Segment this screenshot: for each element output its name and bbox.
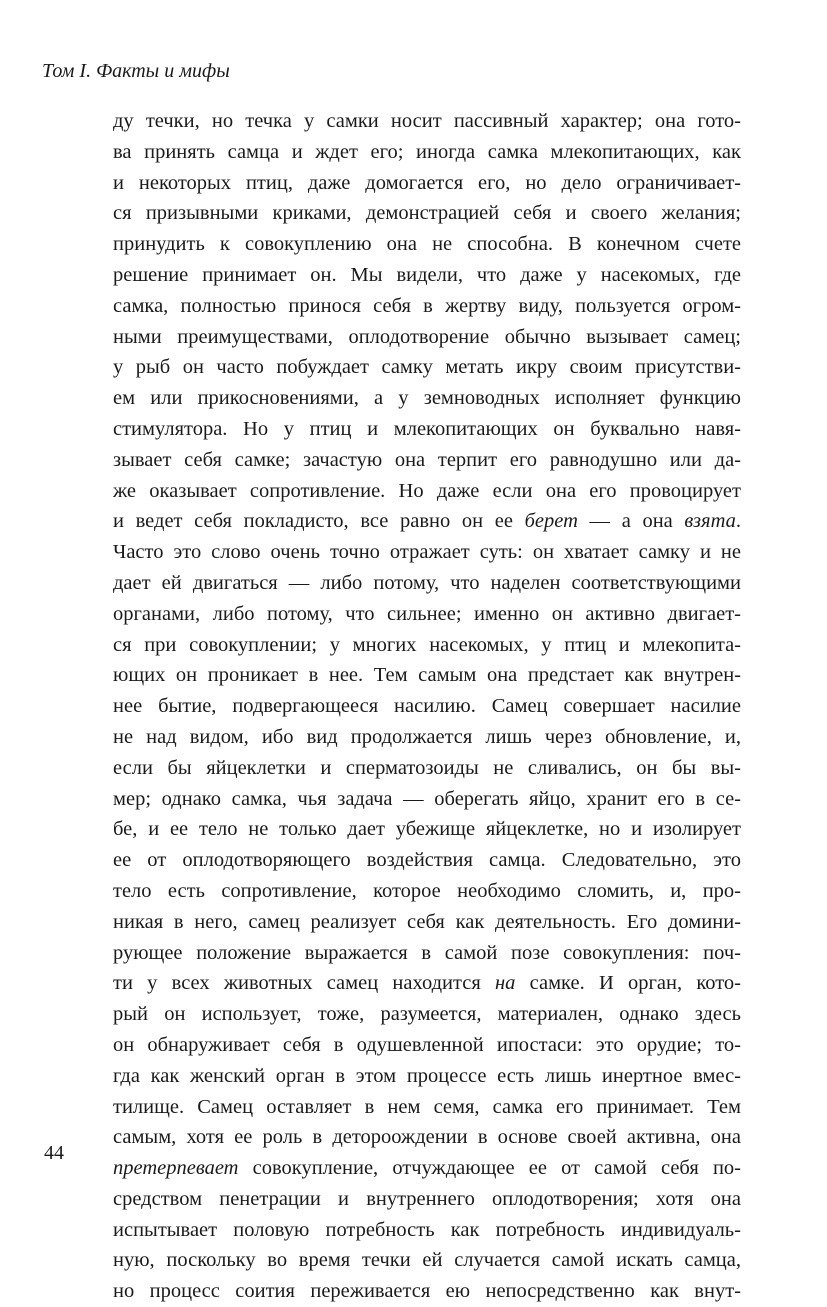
text-line [113, 168, 741, 199]
text-segment: ти у всех животных самец находится [113, 972, 495, 995]
text-segment: самым, хотя ее роль в детороождении в основе своей активна, она [113, 1126, 741, 1149]
text-segment: . [735, 510, 742, 533]
text-segment: ее от оплодотворяющего воздействия самца. Следовательно, это [113, 849, 741, 872]
text-line [113, 814, 741, 845]
page-number: 44 [44, 1142, 64, 1164]
text-segment: органами, либо потому, что сильнее; именно он активно двигает- [113, 602, 741, 625]
text-segment: мер; однако самка, чья задача — оберегать яйцо, хранит его в се- [113, 787, 741, 810]
text-segment: ся призывными криками, демонстрацией себя и своего желания; [113, 202, 741, 225]
text-segment: Часто это слово очень точно отражает суть: он хватает самку и не [113, 541, 741, 564]
italic-text: взята [684, 510, 736, 533]
text-segment: и некоторых птиц, даже домогается его, но дело ограничивает- [113, 171, 741, 194]
text-segment: самке. И орган, кото- [515, 972, 741, 995]
text-segment: стимулятора. Но у птиц и млекопитающих он буквально навя- [113, 417, 741, 440]
text-line [113, 630, 741, 661]
text-line [113, 784, 741, 815]
text-line [113, 383, 741, 414]
text-line [113, 660, 741, 691]
text-line [113, 1030, 741, 1061]
text-segment: ся при совокуплении; у многих насекомых, у птиц и млекопита- [113, 633, 741, 656]
text-line [113, 876, 741, 907]
text-segment: самка, полностью принося себя в жертву виду, пользуется огром- [113, 294, 741, 317]
text-line [113, 691, 741, 722]
text-segment: ными преимуществами, оплодотворение обычно вызывает самец; [113, 325, 741, 348]
text-segment: же оказывает сопротивление. Но даже если она его провоцирует [113, 479, 741, 502]
text-line [113, 260, 741, 291]
text-segment: не над видом, ибо вид продолжается лишь через обновление, и, [113, 725, 741, 748]
text-line [113, 1245, 741, 1276]
text-segment: решение принимает он. Мы видели, что даже у насекомых, где [113, 263, 741, 286]
text-line [113, 845, 741, 876]
text-line [113, 1184, 741, 1215]
text-line [113, 599, 741, 630]
text-segment: гда как женский орган в этом процессе есть лишь инертное вмес- [113, 1064, 741, 1087]
text-line [113, 1276, 741, 1307]
running-head: Том I. Факты и мифы [42, 60, 230, 82]
text-line [113, 291, 741, 322]
text-segment: принудить к совокуплению она не способна. В конечном счете [113, 233, 741, 256]
text-segment: рый он использует, тоже, разумеется, материален, однако здесь [113, 1003, 741, 1026]
text-line [113, 907, 741, 938]
text-line [113, 1122, 741, 1153]
text-segment: тело есть сопротивление, которое необходимо сломить, и, про- [113, 879, 741, 902]
text-line [113, 722, 741, 753]
text-line [113, 445, 741, 476]
text-line [113, 753, 741, 784]
text-segment: ем или прикосновениями, а у земноводных исполняет функцию [113, 387, 741, 410]
text-line [113, 414, 741, 445]
text-segment: никая в него, самец реализует себя как деятельность. Его домини- [113, 910, 741, 933]
text-line [113, 352, 741, 383]
text-line [113, 938, 741, 969]
text-segment: дает ей двигаться — либо потому, что наделен соответствующими [113, 571, 741, 594]
text-line [113, 229, 741, 260]
text-line [113, 1215, 741, 1246]
text-segment: рующее положение выражается в самой позе совокупления: поч- [113, 941, 741, 964]
text-segment: испытывает половую потребность как потребность индивидуаль- [113, 1218, 741, 1241]
text-segment: у рыб он часто побуждает самку метать икру своим присутстви- [113, 356, 741, 379]
text-segment: ющих он проникает в нее. Тем самым она предстает как внутрен- [113, 664, 741, 687]
text-segment: если бы яйцеклетки и сперматозоиды не сливались, он бы вы- [113, 756, 741, 779]
text-segment: — а она [577, 510, 685, 533]
text-line [113, 506, 741, 537]
text-line [113, 999, 741, 1030]
text-segment: ду течки, но течка у самки носит пассивный характер; она гото- [113, 110, 741, 132]
text-segment: ную, поскольку во время течки ей случается самой искать самца, [113, 1249, 741, 1272]
text-segment: зывает себя самке; зачастую она терпит его равнодушно или да- [113, 448, 741, 471]
text-segment: и ведет себя покладисто, все равно он ее [113, 510, 525, 533]
body-text [113, 106, 741, 1307]
text-line [113, 1061, 741, 1092]
text-segment: ва принять самца и ждет его; иногда самка млекопитающих, как [113, 140, 741, 163]
text-line [113, 322, 741, 353]
text-line [113, 106, 741, 137]
text-line [113, 476, 741, 507]
text-line [113, 1153, 741, 1184]
text-line [113, 137, 741, 168]
text-segment: бе, и ее тело не только дает убежище яйцеклетке, но и изолирует [113, 818, 741, 841]
italic-text: претерпевает [113, 1157, 239, 1180]
text-segment: совокупление, отчуждающее ее от самой себя по- [238, 1157, 741, 1180]
text-segment: он обнаруживает себя в одушевленной ипостаси: это орудие; то- [113, 1033, 741, 1056]
text-line [113, 198, 741, 229]
text-segment: но процесс соития переживается ею непосредственно как внут- [113, 1280, 741, 1303]
text-segment: тилище. Самец оставляет в нем семя, самка его принимает. Тем [113, 1095, 741, 1118]
text-line [113, 568, 741, 599]
text-segment: нее бытие, подвергающееся насилию. Самец совершает насилие [113, 695, 741, 718]
italic-text: берет [524, 510, 578, 533]
text-line [113, 1092, 741, 1123]
text-line [113, 968, 741, 999]
text-line [113, 537, 741, 568]
italic-text: на [494, 972, 516, 995]
text-segment: средством пенетрации и внутреннего оплодотворения; хотя она [113, 1187, 741, 1210]
